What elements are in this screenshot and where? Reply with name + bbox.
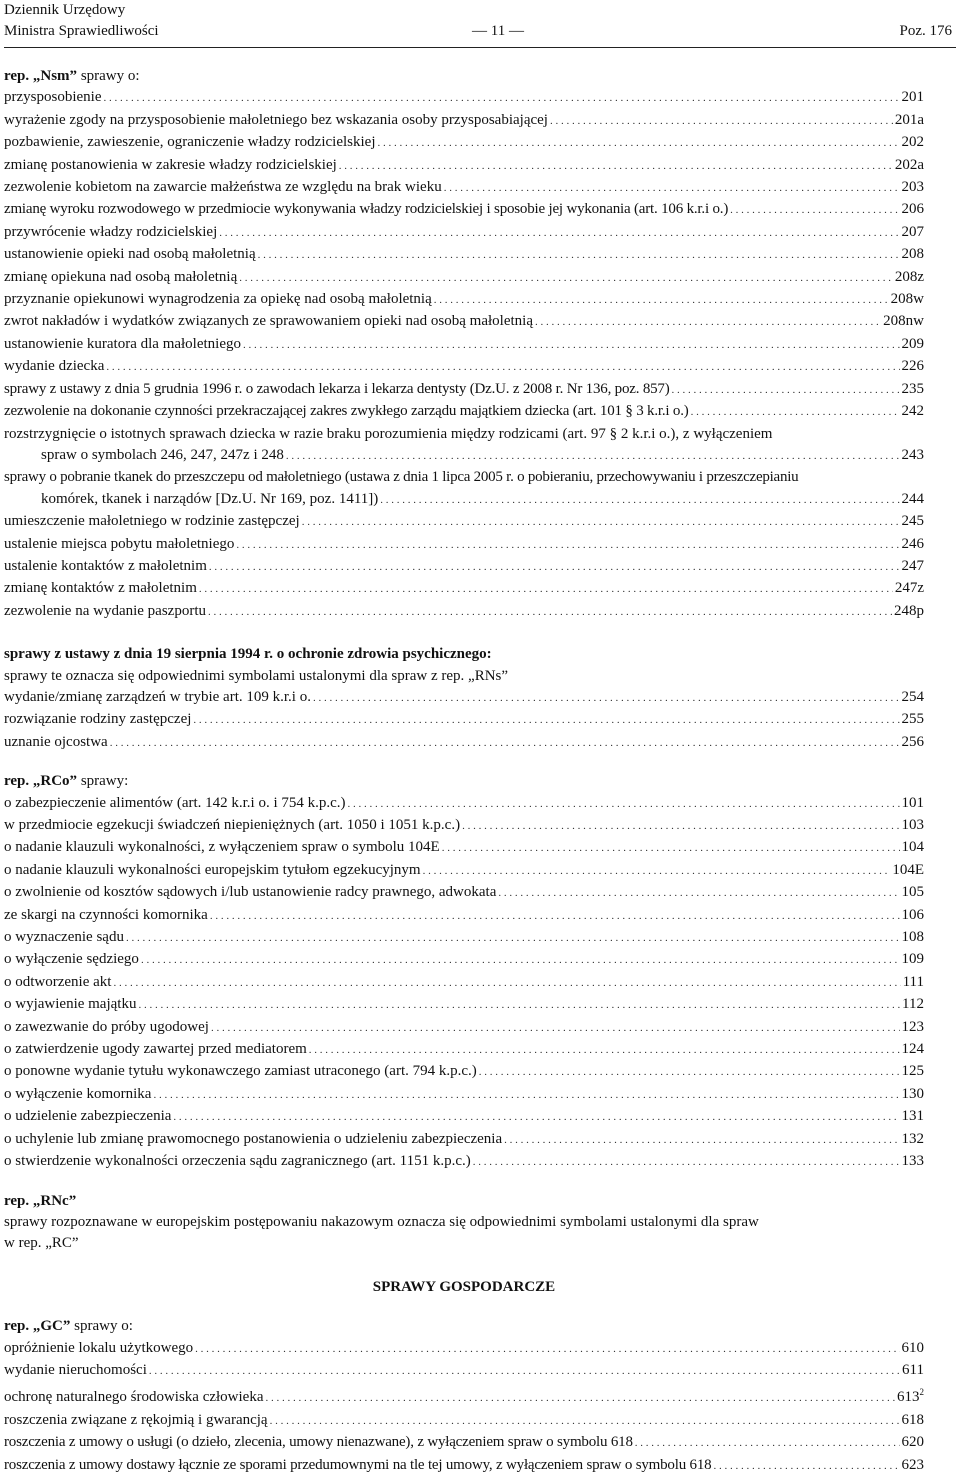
leader-dots [141,949,900,971]
list-item [4,601,924,623]
leader-dots [462,815,899,837]
list-item [4,155,924,177]
entry-label: o stwierdzenie wykonalności orzeczenia sądu zagranicznego (art. 1151 k.p.c.) [4,1153,471,1170]
entry-symbol [902,1410,925,1431]
leader-dots [219,222,899,244]
list-item [4,815,924,837]
list-item [4,905,924,927]
entry-label: o ponowne wydanie tytułu wykonawczego zamiast utraconego (art. 794 k.p.c.) [4,1063,477,1080]
list-item [4,1151,924,1173]
list-item [4,793,924,815]
entry-symbol-text: 202a [894,156,924,173]
entry-symbol-text: 256 [901,733,924,750]
list-item [4,1039,924,1061]
leader-dots [153,1084,899,1106]
entry-symbol-text: 132 [901,1130,924,1147]
entry-symbol-text: 108 [901,929,924,946]
leader-dots [208,601,892,623]
nsm-entry-list-2 [4,511,924,623]
entry-symbol [902,1084,925,1105]
entry-symbol [892,860,924,881]
list-item [4,1084,924,1106]
leader-dots [434,289,889,311]
leader-dots [498,882,899,904]
list-item [4,556,924,578]
entry-symbol-text: 201 [901,89,924,106]
leader-dots [193,709,899,731]
entry-symbol-text: 131 [901,1108,924,1125]
entry-symbol [902,334,925,355]
entry-label: zezwolenie na wydanie paszportu [4,602,206,619]
entry-label: uznanie ojcostwa [4,733,108,750]
entry-symbol [895,155,924,176]
leader-dots [504,1129,899,1151]
entry-symbol-text: 124 [901,1041,924,1058]
leader-dots [672,379,900,401]
entry-symbol-text: 209 [901,335,924,352]
entry-symbol-text: 208z [894,268,924,285]
list-item [4,1017,924,1039]
journal-title-line1: Dziennik Urzędowy [4,2,126,18]
entry-symbol-text: 245 [901,513,924,530]
leader-dots [339,155,893,177]
entry-symbol [894,601,924,622]
entry-symbol [902,709,925,730]
leader-dots [236,534,899,556]
entry-symbol [902,556,925,577]
entry-symbol [897,1382,924,1408]
entry-label: o udzielenie zabezpieczenia [4,1108,172,1125]
leader-dots [442,837,900,859]
entry-symbol [902,199,925,220]
list-item [4,837,924,859]
entry-label: o zatwierdzenie ugody zawartej przed mediatorem [4,1041,307,1058]
entry-symbol [902,177,925,198]
entry-label: wyrażenie zgody na przysposobienie małoletniego bez wskazania osoby przysposabiającej [4,111,548,128]
entry-symbol [902,1455,925,1476]
entry-symbol [902,1017,925,1038]
entry-symbol [902,815,925,836]
journal-title [4,0,159,42]
entry-symbol [891,289,924,310]
document-body [4,66,924,1477]
entry-symbol [902,1432,925,1453]
entry-label: o nadanie klauzuli wykonalności, z wyłączeniem spraw o symbolu 104E [4,839,440,856]
entry-symbol-text: 202 [901,134,924,151]
entry-symbol [902,534,925,555]
list-item [4,267,924,289]
list-item [4,132,924,154]
entry-label: sprawy z ustawy z dnia 5 grudnia 1996 r. o zawodach lekarza i lekarza dentysty (Dz.U. z 2008 r. Nr 136, poz. 857) [4,380,670,397]
position-number: Poz. 176 [899,23,952,39]
list-item [4,311,924,333]
list-item [4,110,924,132]
entry-symbol [902,356,925,377]
entry-label: zwrot nakładów i wydatków związanych ze sprawowaniem opieki nad osobą małoletnią [4,313,533,330]
entry-symbol-text: 623 [901,1456,924,1473]
entry-label: o wyznaczenie sądu [4,929,124,946]
entry-symbol-text: 104 [901,839,924,856]
rnc-text-line2: w rep. „RC” [4,1235,79,1252]
list-item [4,401,924,423]
gc-entry-list [4,1338,924,1477]
entry-label: przyznanie opiekunowi wynagrodzenia za opiekę nad osobą małoletnią [4,291,432,308]
entry-label: o odtworzenie akt [4,973,112,990]
entry-symbol-text: 208w [890,291,924,308]
entry-symbol [902,905,925,926]
entry-label: opróżnienie lokalu użytkowego [4,1339,194,1356]
entry-symbol [902,837,925,858]
psych-entry-list [4,687,924,754]
entry-symbol [895,578,924,599]
entry-symbol-text: 242 [901,403,924,420]
leader-dots [348,793,900,815]
entry-symbol-text: 130 [901,1085,924,1102]
journal-title-line2: Ministra Sprawiedliwości [4,23,159,39]
leader-dots [380,489,899,511]
entry-symbol [902,244,925,265]
entry-label: o uchylenie lub zmianę prawomocnego postanowienia o udzieleniu zabezpieczenia [4,1130,503,1147]
leader-dots [173,1106,899,1128]
entry-symbol-text: 235 [901,380,924,397]
leader-dots [211,1017,900,1039]
list-item [4,1338,924,1360]
entry-label: pozbawienie, zawieszenie, ograniczenie władzy rodzicielskiej [4,134,376,151]
rnc-text-line1: sprawy rozpoznawane w europejskim postępowaniu nakazowym oznacza się odpowiednimi symbolami ustalonymi dla spraw [4,1213,759,1230]
list-item [4,927,924,949]
entry-label: o nadanie klauzuli wykonalności europejskim tytułom egzekucyjnym [4,861,421,878]
leader-dots [302,511,900,533]
list-item [4,1455,924,1477]
entry-label: zmianę wyroku rozwodowego w przedmiocie wykonywania władzy rodzicielskiej i sposobie jej wykonania (art. 106 k.r.i o.) [4,201,729,218]
list-item [4,199,924,221]
list-item: sprawy o pobranie tkanek do przeszczepu od małoletniego (ustawa z dnia 1 lipca 2005 r. o pobieraniu, przechowywaniu i przeszczepianiu komórek, tkanek i narządów [Dz.U. Nr 169, poz. 1411]) . . . 244 [4,467,924,511]
leader-dots [377,132,899,154]
entry-symbol-text: 254 [901,688,924,705]
entry-label: ustanowienie opieki nad osobą małoletnią [4,246,256,263]
entry-symbol [902,732,925,753]
entry-symbol-text: 620 [901,1434,924,1451]
leader-dots [209,556,900,578]
entry-label: zezwolenie na dokonanie czynności przekraczającej zakres zwykłego zarządu majątkiem dziecka (art. 101 § 3 k.r.i o.) [4,403,689,420]
entry-symbol-text: 246 [901,535,924,552]
list-item [4,860,924,882]
rco-entry-list [4,793,924,1174]
list-item: rozstrzygnięcie o istotnych sprawach dziecka w razie braku porozumienia między rodzicami (art. 97 § 2 k.r.i o.), z wyłączeniem spraw o symbolach 246, 247, 247z i 248 . . . 243 [4,424,924,468]
entry-label: roszczenia z umowy o usługi (o dzieło, zlecenia, umowy nienazwane), z wyłączeniem spraw o symbolu 618 [4,1434,633,1451]
leader-dots [313,687,900,709]
entry-label: o zwolnienie od kosztów sądowych i/lub ustanowienie radcy prawnego, adwokata [4,884,497,901]
entry-symbol-text: 103 [901,817,924,833]
entry-symbol [902,1151,925,1172]
entry-label: o wyjawienie majątku [4,996,137,1013]
list-item [4,949,924,971]
leader-dots [691,401,900,423]
entry-label: zmianę opiekuna nad osobą małoletnią [4,268,238,285]
entry-symbol [902,882,925,903]
section-heading-nsm: rep. „Nsm” sprawy o: [4,68,140,84]
entry-label: roszczenia związane z rękojmią i gwarancją [4,1411,268,1428]
list-item [4,882,924,904]
leader-dots [730,199,899,221]
entry-symbol-text: 105 [901,884,924,901]
leader-dots [479,1061,900,1083]
list-item [4,1129,924,1151]
entry-label: o wyłączenie komornika [4,1085,152,1102]
list-item [4,244,924,266]
page-number: — 11 — [472,23,524,39]
entry-label: wydanie/zmianę zarządzeń w trybie art. 109 k.r.i o. [4,688,311,705]
leader-dots [138,994,900,1016]
leader-dots [286,445,900,467]
section-heading-gc: rep. „GC” sprawy o: [4,1318,133,1335]
entry-label: w przedmiocie egzekucji świadczeń niepieniężnych (art. 1050 i 1051 k.p.c.) [4,817,461,833]
entry-symbol-text: 206 [901,201,924,218]
leader-dots [106,356,899,378]
leader-dots [444,177,900,199]
list-item [4,1360,924,1382]
list-item [4,222,924,244]
list-item [4,1106,924,1128]
entry-symbol-text: 111 [902,973,924,990]
entry-symbol [902,949,925,970]
list-item [4,709,924,731]
leader-dots [473,1151,900,1173]
entry-symbol-text: 255 [901,711,924,728]
list-item [4,87,924,109]
leader-dots [535,311,881,333]
entry-symbol [902,379,925,400]
entry-symbol [902,511,925,532]
leader-dots [199,578,893,600]
entry-label: umieszczenie małoletniego w rodzinie zastępczej [4,513,300,530]
entry-symbol-text: 203 [901,179,924,196]
list-item [4,972,924,994]
leader-dots [195,1338,899,1360]
entry-label: przysposobienie [4,89,102,106]
entry-symbol [902,1338,925,1359]
entry-label: przywrócenie władzy rodzicielskiej [4,223,218,240]
entry-symbol [902,1360,924,1381]
entry-symbol-text: 133 [901,1153,924,1170]
list-item [4,356,924,378]
entry-symbol-text: 613 [897,1389,920,1406]
entry-symbol [895,267,924,288]
entry-symbol [902,687,925,708]
entry-symbol [902,132,925,153]
section-heading-rco: rep. „RCo” sprawy: [4,773,129,790]
list-item [4,289,924,311]
entry-symbol [902,87,925,108]
list-item [4,379,924,401]
entry-label: o zawezwanie do próby ugodowej [4,1018,209,1035]
entry-symbol [883,311,924,332]
entry-symbol-text: 112 [902,996,924,1013]
entry-symbol [902,793,925,814]
entry-label: o zabezpieczenie alimentów (art. 142 k.r.i o. i 754 k.p.c.) [4,794,346,811]
leader-dots [713,1455,899,1477]
list-item [4,1382,924,1409]
entry-symbol-text: 104E [892,861,924,878]
entry-symbol-text: 226 [901,358,924,375]
leader-dots [266,1387,896,1409]
header-rule [4,47,956,48]
entry-symbol-text: 248p [894,602,924,619]
entry-symbol [902,1106,925,1127]
leader-dots [126,927,900,949]
list-item [4,578,924,600]
entry-label: zezwolenie kobietom na zawarcie małżeństwa ze względu na brak wieku [4,179,442,196]
entry-label: zmianę postanowienia w zakresie władzy rodzicielskiej [4,156,337,173]
entry-symbol-text: 610 [901,1339,924,1356]
entry-symbol-text: 208 [901,246,924,263]
list-item [4,334,924,356]
entry-symbol [895,110,924,131]
leader-dots [113,972,900,994]
entry-symbol-text: 247z [894,580,924,597]
entry-symbol-text: 125 [901,1063,924,1080]
leader-dots [309,1039,900,1061]
entry-label: roszczenia z umowy dostawy łącznie ze sporami przedumownymi na tle tej umowy, z wyłączeniem spraw o symbolu 618 [4,1456,712,1473]
leader-dots [243,334,899,356]
list-item [4,511,924,533]
entry-symbol-text: 101 [901,794,924,811]
nsm-entry-list [4,87,924,423]
list-item [4,687,924,709]
section-heading-psych: sprawy z ustawy z dnia 19 sierpnia 1994 r. o ochronie zdrowia psychicznego: [4,646,492,663]
leader-dots [270,1410,900,1432]
entry-symbol [902,994,924,1015]
list-item [4,177,924,199]
leader-dots [550,110,893,132]
entry-symbol-text: 106 [901,906,924,923]
entry-symbol-text: 618 [901,1411,924,1428]
entry-symbol [903,972,924,993]
list-item [4,732,924,754]
entry-symbol-text: 123 [901,1018,924,1035]
entry-symbol-text: 611 [902,1361,924,1378]
entry-symbol-text: 247 [901,557,924,574]
leader-dots [103,87,899,109]
entry-symbol-text: 207 [901,223,924,240]
leader-dots [423,860,891,882]
entry-symbol [902,1129,925,1150]
entry-symbol [902,927,925,948]
entry-label: ze skargi na czynności komornika [4,906,208,923]
entry-label: ochronę naturalnego środowiska człowieka [4,1389,264,1406]
entry-label: ustalenie kontaktów z małoletnim [4,557,207,574]
page-header [4,0,956,44]
leader-dots [258,244,900,266]
list-item [4,534,924,556]
entry-symbol-text: 208nw [883,313,924,330]
section-title-gospodarcze: SPRAWY GOSPODARCZE [372,1278,556,1295]
entry-label: ustalenie miejsca pobytu małoletniego [4,535,235,552]
entry-label: wydanie dziecka [4,358,105,375]
list-item [4,1410,924,1432]
entry-symbol [902,222,925,243]
entry-label: o wyłączenie sędziego [4,951,139,968]
leader-dots [210,905,900,927]
entry-symbol-text: 201a [894,111,924,128]
entry-label: ustanowienie kuratora dla małoletniego [4,335,242,352]
leader-dots [239,267,893,289]
leader-dots [149,1360,900,1382]
entry-symbol [902,401,925,422]
entry-label: zmianę kontaktów z małoletnim [4,580,197,597]
entry-label: wydanie nieruchomości [4,1361,147,1378]
leader-dots [110,732,900,754]
entry-symbol [902,1061,925,1082]
entry-symbol [902,1039,925,1060]
list-item [4,994,924,1016]
entry-label: rozwiązanie rodziny zastępczej [4,711,192,728]
list-item [4,1061,924,1083]
psych-note: sprawy te oznacza się odpowiednimi symbolami ustalonymi dla spraw z rep. „RNs” [4,667,509,684]
entry-symbol-sup: 2 [919,1387,924,1398]
section-heading-rnc: rep. „RNc” [4,1192,77,1209]
entry-symbol-text: 109 [901,951,924,968]
